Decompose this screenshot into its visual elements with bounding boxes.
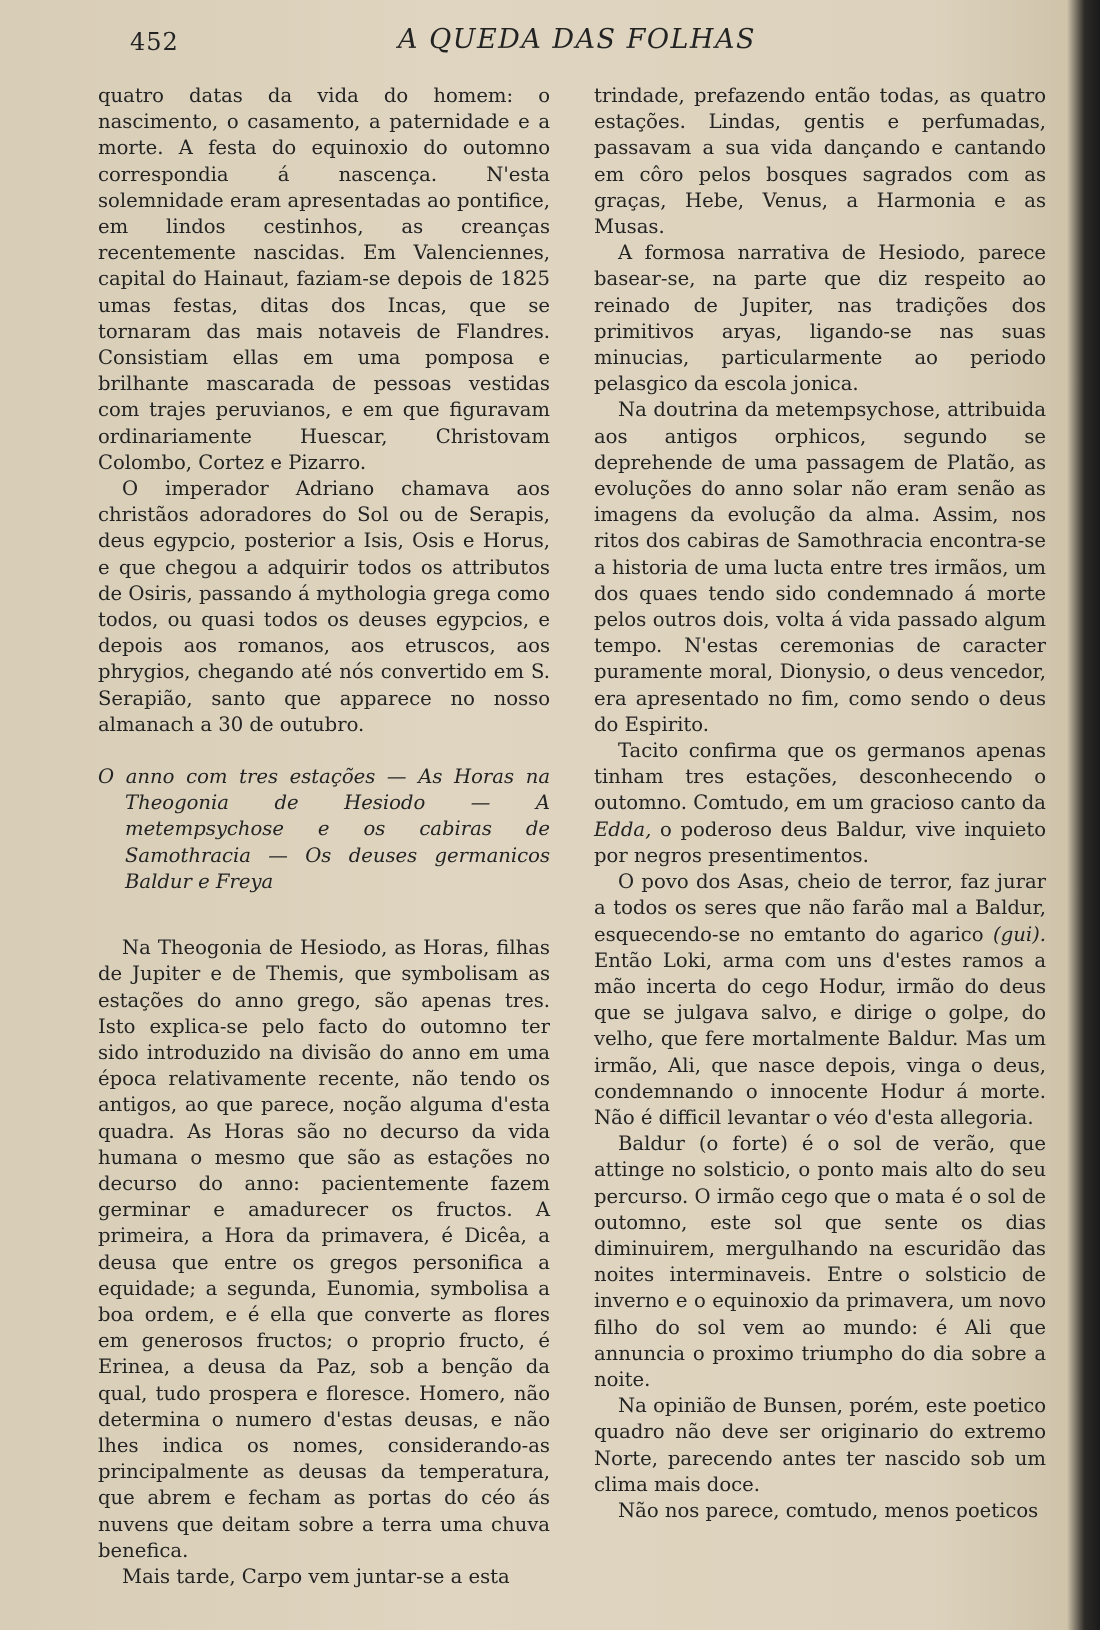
text-run: Então Loki, arma com uns d'estes ramos a mão incerta do cego Hodur, irmão do deus que se julgava salvo, e dirige o golpe, do velho, que fere mortalmente Baldur. Mas um irmão, Ali, que nasce depois, vinga o deus, condemnando o innocente Hodur á morte. Não é difficil levantar o véo d'esta allegoria. xyxy=(594,948,1046,1129)
paragraph: A formosa narrativa de Hesiodo, parece basear-se, na parte que diz respeito ao reinado de Jupiter, nas tradições dos primitivos aryas, ligando-se nas suas minucias, particularmente ao periodo pelasgico da escola jonica. xyxy=(594,241,1046,396)
page-number: 452 xyxy=(130,28,179,56)
running-title: A QUEDA DAS FOLHAS xyxy=(398,24,756,55)
paragraph xyxy=(594,869,1046,1131)
italic-text: (gui). xyxy=(993,922,1046,946)
italic-text: Edda, xyxy=(594,817,652,841)
paragraph: trindade, prefazendo então todas, as quatro estações. Lindas, gentis e perfumadas, passavam a sua vida dançando e cantando em côro pelos bosques sagrados com as graças, Hebe, Venus, a Harmonia e as Musas. xyxy=(594,84,1046,239)
page-header xyxy=(0,22,1100,62)
paragraph: Na doutrina da metempsychose, attribuida aos antigos orphicos, segundo se deprehende de uma passagem de Platão, as evoluções do anno solar não eram senão as imagens da evolução da alma. Assim, nos ritos dos cabiras de Samothracia encontra-se a historia de uma lucta entre tres irmãos, um dos quaes tendo sido condemnado á morte pelos outros dois, volta á vida passado algum tempo. N'estas ceremonias de caracter puramente moral, Dionysio, o deus vencedor, era apresentado no fim, como sendo o deus do Espirito. xyxy=(594,398,1046,736)
paragraph xyxy=(594,738,1046,869)
left-column xyxy=(98,83,550,1590)
text-run: o poderoso deus Baldur, vive inquieto por negros presentimentos. xyxy=(594,817,1046,867)
right-column xyxy=(594,83,1046,1524)
section-heading: O anno com tres estações — As Horas na Theogonia de Hesiodo — A metempsychose e os cabiras de Samothracia — Os deuses germanicos Baldur e Freya xyxy=(98,765,550,893)
paragraph: Mais tarde, Carpo vem juntar-se a esta xyxy=(122,1564,510,1588)
text-run: O povo dos Asas, cheio de terror, faz jurar a todos os seres que não farão mal a Baldur, esquecendo-se no emtanto do agarico xyxy=(594,870,1046,946)
paragraph: quatro datas da vida do homem: o nascimento, o casamento, a paternidade e a morte. A festa do equinoxio do outomno correspondia á nascença. N'esta solemnidade eram apresentadas ao pontifice, em lindos cestinhos, as creanças recentemente nascidas. Em Valenciennes, capital do Hainaut, faziam-se depois de 1825 umas festas, ditas dos Incas, que se tornaram das mais notaveis de Flandres. Consistiam ellas em uma pomposa e brilhante mascarada de pessoas vestidas com trajes peruvianos, e em que figuravam ordinariamente Huescar, Christovam Colombo, Cortez e Pizarro. xyxy=(98,84,550,474)
paragraph: Na Theogonia de Hesiodo, as Horas, filhas de Jupiter e de Themis, que symbolisam as estações do anno grego, são apenas tres. Isto explica-se pelo facto do outomno ter sido introduzido na divisão do anno em uma época relativamente recente, não tendo os antigos, ao que parece, noção alguma d'esta quadra. As Horas são no decurso da vida humana o mesmo que são as estações no decurso do anno: pacientemente fazem germinar e amadurecer os fructos. A primeira, a Hora da primavera, é Dicêa, a deusa que entre os gregos personifica a equidade; a segunda, Eunomia, symbolisa a boa ordem, e é ella que converte as flores em generosos fructos; o proprio fructo, é Erinea, a deusa da Paz, sob a benção da qual, tudo prospera e floresce. Homero, não determina o numero d'estas deusas, e não lhes indica os nomes, considerando-as principalmente as deusas da temperatura, que abrem e fecham as portas do céo ás nuvens que deitam sobre a terra uma chuva benefica. xyxy=(98,936,550,1562)
text-run: Tacito confirma que os germanos apenas tinham tres estações, desconhecendo o outomno. Comtudo, em um gracioso canto da xyxy=(594,739,1046,815)
paragraph: Na opinião de Bunsen, porém, este poetico quadro não deve ser originario do extremo Norte, parecendo antes ter nascido sob um clima mais doce. xyxy=(594,1394,1046,1496)
paragraph: Baldur (o forte) é o sol de verão, que attinge no solsticio, o ponto mais alto do seu percurso. O irmão cego que o mata é o sol de outomno, este sol que sente os dias diminuirem, mergulhando na escuridão das noites interminaveis. Entre o solsticio de inverno e o equinoxio da primavera, um novo filho do sol vem ao mundo: é Ali que annuncia o proximo triumpho do dia sobre a noite. xyxy=(594,1132,1046,1391)
paragraph: O imperador Adriano chamava aos christãos adoradores do Sol ou de Serapis, deus egypcio, posterior a Isis, Osis e Horus, e que chegou a adquirir todos os attributos de Osiris, passando á mythologia grega como todos, ou quasi todos os deuses egypcios, e depois aos romanos, aos etruscos, aos phrygios, chegando até nós convertido em S. Serapião, santo que apparece no nosso almanach a 30 de outubro. xyxy=(98,477,550,736)
paragraph: Não nos parece, comtudo, menos poeticos xyxy=(618,1498,1039,1522)
